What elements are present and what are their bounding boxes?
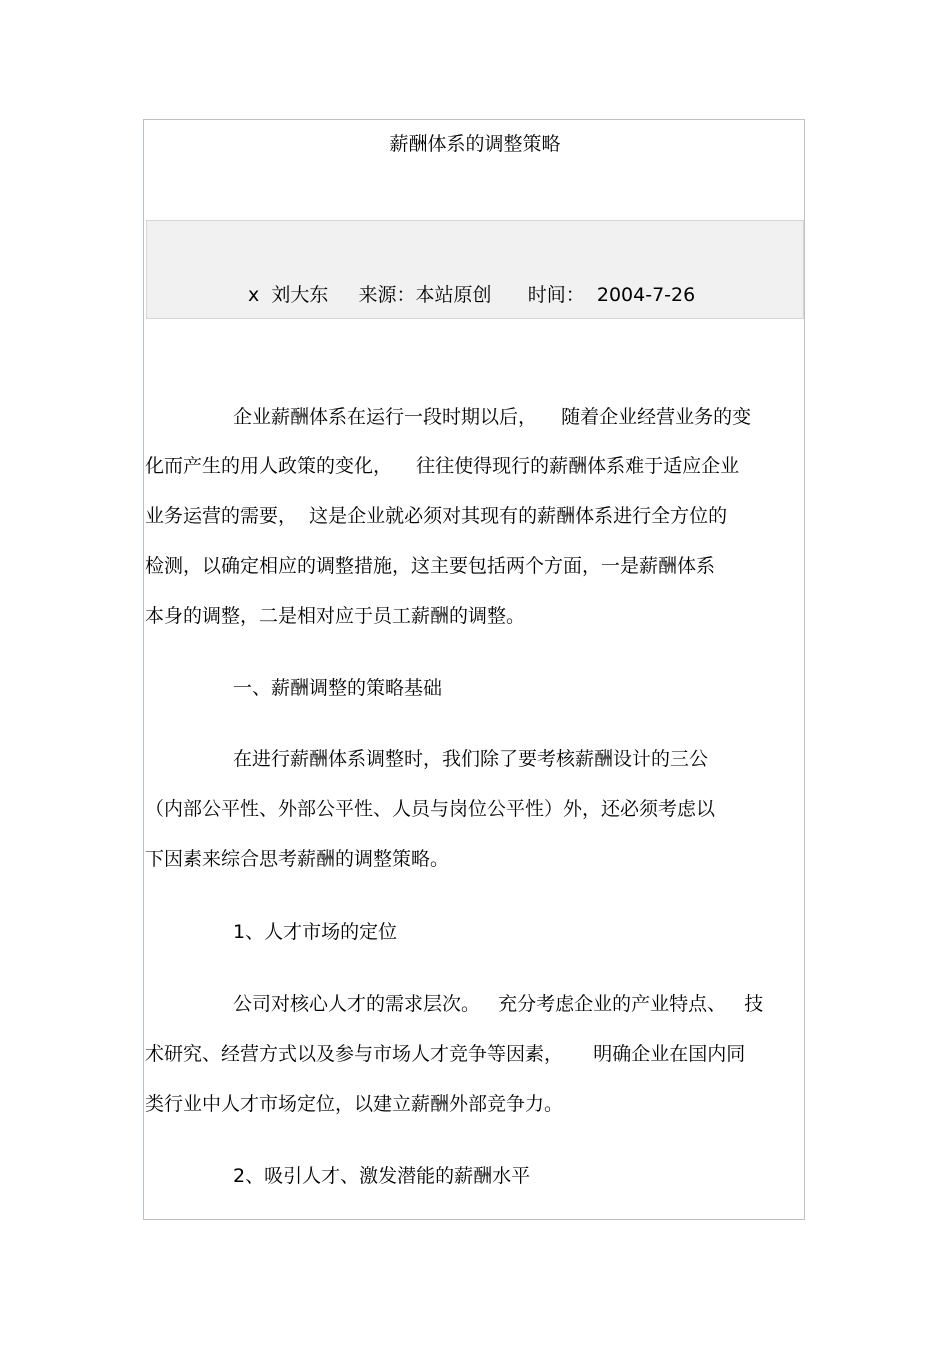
paragraph-line: 检测，以确定相应的调整措施，这主要包括两个方面，一是薪酬体系 — [145, 555, 716, 577]
paragraph-line: 本身的调整，二是相对应于员工薪酬的调整。 — [145, 605, 526, 627]
paragraph-line: 类行业中人才市场定位，以建立薪酬外部竞争力。 — [145, 1093, 564, 1115]
paragraph-line: （内部公平性、外部公平性、人员与岗位公平性）外，还必须考虑以 — [145, 798, 716, 820]
publish-time: 时间： 2004-7-26 — [527, 284, 696, 306]
section-heading: 一、薪酬调整的策略基础 — [233, 677, 443, 699]
meta-info — [248, 280, 695, 310]
author: x 刘大东 — [248, 284, 329, 306]
paragraph-line: 下因素来综合思考薪酬的调整策略。 — [145, 848, 450, 870]
document-title: 薪酬体系的调整策略 — [389, 133, 561, 155]
section-heading: 1、人才市场的定位 — [233, 921, 398, 943]
paragraph-line: 公司对核心人才的需求层次。 充分考虑企业的产业特点、 技 — [233, 993, 764, 1015]
paragraph-line: 业务运营的需要， 这是企业就必须对其现有的薪酬体系进行全方位的 — [145, 505, 728, 527]
paragraph-line: 术研究、经营方式以及参与市场人才竞争等因素， 明确企业在国内同 — [145, 1043, 746, 1065]
section-heading: 2、吸引人才、激发潜能的薪酬水平 — [233, 1165, 531, 1187]
source: 来源：本站原创 — [358, 284, 492, 306]
paragraph-line: 在进行薪酬体系调整时，我们除了要考核薪酬设计的三公 — [233, 748, 709, 770]
paragraph-line: 企业薪酬体系在运行一段时期以后， 随着企业经营业务的变 — [233, 406, 752, 428]
paragraph-line: 化而产生的用人政策的变化， 往往使得现行的薪酬体系难于适应企业 — [145, 455, 740, 477]
